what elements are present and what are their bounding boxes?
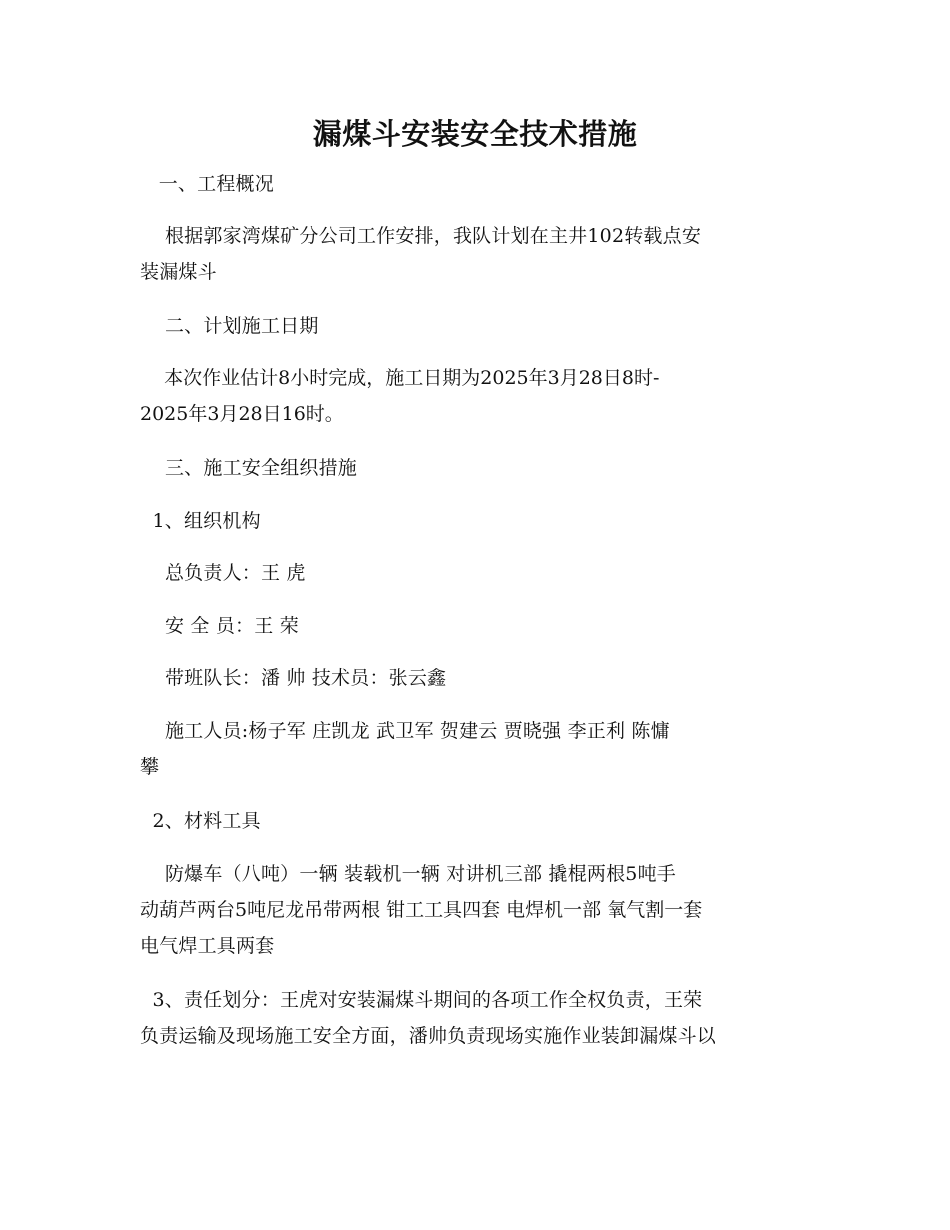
subsection-heading-materials: 2、材料工具 [140,810,261,832]
paragraph-line: 防爆车（八吨）一辆 装载机一辆 对讲机三部 撬棍两根5吨手 [140,863,676,885]
paragraph-line: 根据郭家湾煤矿分公司工作安排，我队计划在主井102转载点安 [140,225,702,247]
subsection-heading-organization: 1、组织机构 [140,510,261,532]
section-heading-schedule: 二、计划施工日期 [140,315,319,337]
paragraph-line: 动葫芦两台5吨尼龙吊带两根 钳工工具四套 电焊机一部 氧气割一套 [140,899,703,921]
paragraph-line: 本次作业估计8小时完成，施工日期为2025年3月28日8时- [140,367,660,389]
paragraph-line: 负责运输及现场施工安全方面，潘帅负责现场实施作业装卸漏煤斗以 [140,1025,717,1047]
paragraph-line: 攀 [140,756,160,778]
paragraph-line: 2025年3月28日16时。 [140,403,344,425]
section-heading-safety-organization: 三、施工安全组织措施 [140,457,357,479]
section-heading-project-overview: 一、工程概况 [140,173,274,195]
paragraph-line: 装漏煤斗 [140,261,217,283]
person-line: 带班队长：潘 帅 技术员：张云鑫 [140,667,447,689]
person-line: 总负责人：王 虎 [140,562,306,584]
document-title: 漏煤斗安装安全技术措施 [312,117,638,151]
paragraph-line: 施工人员:杨子军 庄凯龙 武卫军 贺建云 贾晓强 李正利 陈慵 [140,720,670,742]
paragraph-line: 电气焊工具两套 [140,935,275,957]
person-line: 安 全 员：王 荣 [140,615,299,637]
paragraph-line: 3、责任划分：王虎对安装漏煤斗期间的各项工作全权负责，王荣 [140,989,703,1011]
